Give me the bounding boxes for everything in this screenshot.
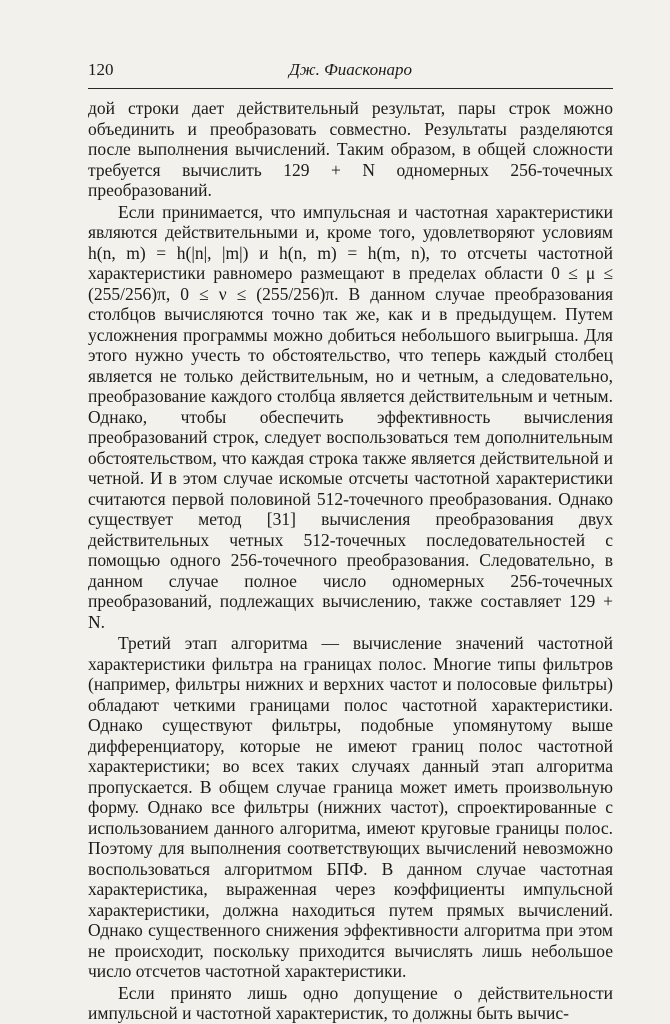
- paragraph: Если принимается, что импульсная и частотная характеристики являются действительными и, кроме того, удовлетворяют условиям h(n, m) = h(|n|, |m|) и h(n, m) = h(m, n), то отсчеты частотной характеристики равномеро размещают в пределах области 0 ≤ μ ≤ (255/256)π, 0 ≤ ν ≤ (255/256)π. В данном случае преобразования столбцов вычисляются точно так же, как и в предыдущем. Путем усложнения программы можно добиться небольшого выигрыша. Для этого нужно учесть то обстоятельство, что теперь каждый столбец является не только действительным, но и четным, а следовательно, преобразование каждого столбца является действительным и четным. Однако, чтобы обеспечить эффективность вычисления преобразований строк, следует воспользоваться тем дополнительным обстоятельством, что каждая строка также является действительной и четной. И в этом случае искомые отсчеты частотной характеристики считаются первой половиной 512-точечного преобразования. Однако существует метод [31] вычисления преобразования двух действительных четных 512-точечных последовательностей с помощью одного 256-точечного преобразования. Следовательно, в данном случае полное число одномерных 256-точечных преобразований, подлежащих вычислению, также составляет 129 + N.: [88, 201, 613, 632]
- paragraph: Если принято лишь одно допущение о действительности импульсной и частотной характеристик, то должны быть вычис-: [88, 982, 613, 1023]
- page-header: [88, 60, 613, 88]
- body-text: [88, 98, 613, 1024]
- header-rule: [88, 88, 613, 89]
- page-number: 120: [88, 60, 114, 79]
- paragraph: Третий этап алгоритма — вычисление значений частотной характеристики фильтра на границах полос. Многие типы фильтров (например, фильтры нижних и верхних частот и полосовые фильтры) обладают четкими границами полос частотной характеристики. Однако существуют фильтры, подобные упомянутому выше дифференциатору, которые не имеют границ полос частотной характеристики; во всех таких случаях данный этап алгоритма пропускается. В общем случае граница может иметь произвольную форму. Однако все фильтры (нижних частот), спроектированные с использованием данного алгоритма, имеют круговые границы полос. Поэтому для выполнения соответствующих вычислений невозможно воспользоваться алгоритмом БПФ. В данном случае частотная характеристика, выраженная через коэффициенты импульсной характеристики, должна находиться путем прямых вычислений. Однако существенного снижения эффективности алгоритма при этом не происходит, поскольку приходится вычислять лишь небольшое число отсчетов частотной характеристики.: [88, 633, 613, 981]
- running-title: Дж. Фиасконаро: [288, 60, 413, 79]
- paragraph-continuation: дой строки дает действительный результат, пары строк можно объединить и преобразовать совместно. Результаты разделяются после выполнения вычислений. Таким образом, в общей сложности требуется вычислить 129 + N одномерных 256-точечных преобразований.: [88, 98, 613, 200]
